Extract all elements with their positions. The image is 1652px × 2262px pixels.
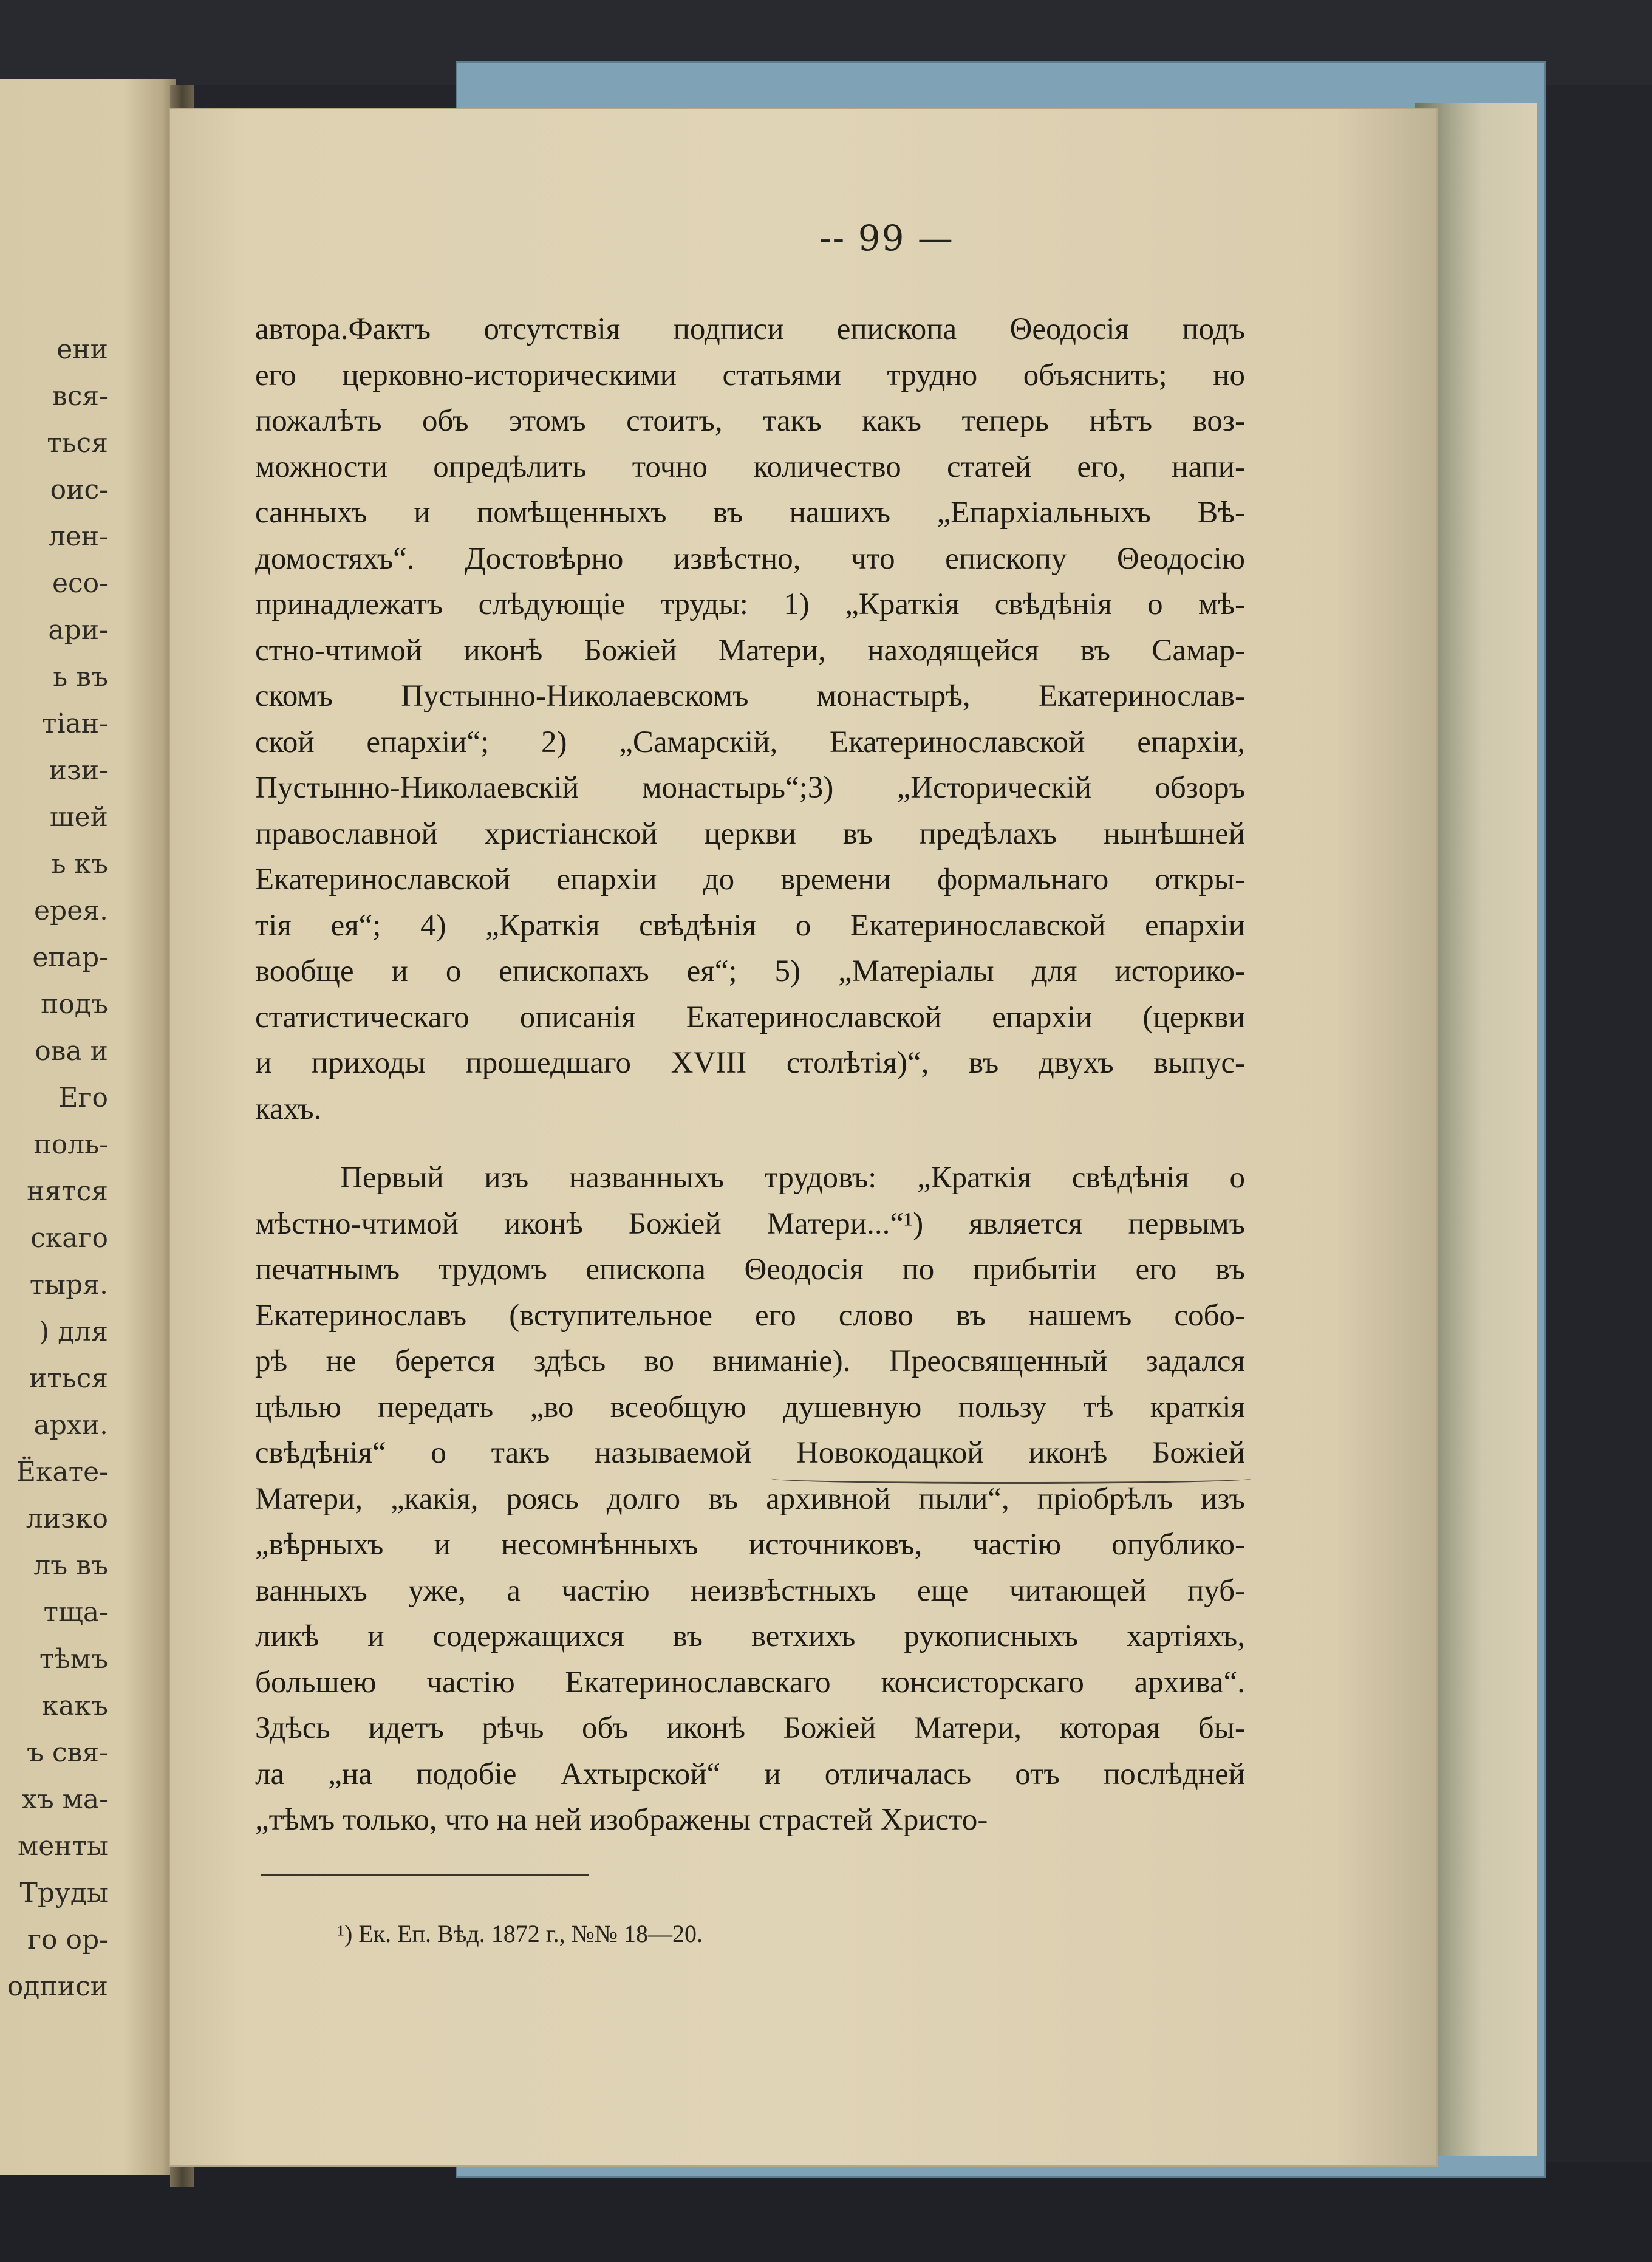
text-line: „вѣрныхъ и несомнѣнныхъ источниковъ, частію опублико- xyxy=(255,1528,1245,1562)
left-page-line: тѣмъ xyxy=(39,1644,108,1675)
page-number: -- 99 — xyxy=(819,217,954,259)
left-page-line: вся- xyxy=(52,381,108,412)
text-line: ла „на подобіе Ахтырской“ и отличалась отъ послѣдней xyxy=(255,1757,1245,1791)
left-page-line: лъ въ xyxy=(33,1550,108,1581)
left-page-line: ь въ xyxy=(53,661,108,692)
text-line: статистическаго описанія Екатеринославской епархіи (церкви xyxy=(255,1000,1245,1034)
left-page-line: шей xyxy=(49,802,108,833)
left-page-line: хъ ма- xyxy=(21,1784,108,1815)
left-page-line: ) для xyxy=(39,1316,108,1347)
text-line: большею частію Екатеринославскаго консисторскаго архива“. xyxy=(255,1665,1245,1700)
text-line: стно-чтимой иконѣ Божіей Матери, находящейся въ Самар- xyxy=(255,633,1245,668)
left-page-line: ерея. xyxy=(34,895,108,926)
text-line: пожалѣть объ этомъ стоитъ, такъ какъ теперь нѣтъ воз- xyxy=(255,404,1245,438)
text-line: свѣдѣнія“ о такъ называемой Новокодацкой иконѣ Божіей xyxy=(255,1436,1245,1470)
text-line: Первый изъ названныхъ трудовъ: „Краткія свѣдѣнія о xyxy=(340,1161,1245,1195)
left-page-line: подъ xyxy=(41,989,108,1020)
left-page-line: оис- xyxy=(50,474,108,505)
text-line: Пустынно-Николаевскій монастырь“;3) „Историческій обзоръ xyxy=(255,771,1245,805)
text-line: и приходы прошедшаго XVIII столѣтія)“, въ двухъ выпус- xyxy=(255,1046,1245,1080)
left-page-line: менты xyxy=(18,1831,108,1862)
left-page-line: одписи xyxy=(7,1971,108,2002)
text-line: печатнымъ трудомъ епископа Θеодосія по прибытіи его въ xyxy=(255,1252,1245,1286)
left-page-line: изи- xyxy=(49,755,108,786)
text-line: рѣ не берется здѣсь во вниманіе). Преосвященный задался xyxy=(255,1344,1245,1378)
left-page-line: поль- xyxy=(33,1129,108,1160)
left-page-text xyxy=(0,79,176,2175)
left-page-line: го ор- xyxy=(27,1924,108,1955)
left-page-line: иться xyxy=(29,1363,108,1394)
paragraph-2 xyxy=(255,1155,1245,1843)
left-page-line: ться xyxy=(47,428,108,459)
left-page-line: тіан- xyxy=(42,708,108,739)
left-page-line: Ёкате- xyxy=(16,1457,108,1488)
text-line: тія ея“; 4) „Краткія свѣдѣнія о Екатеринославской епархіи xyxy=(255,908,1245,943)
text-line: Матери, „какія, роясь долго въ архивной пыли“, пріобрѣлъ изъ xyxy=(255,1481,1245,1516)
text-line: ванныхъ уже, а частію неизвѣстныхъ еще читающей пуб- xyxy=(255,1573,1245,1608)
left-page-line: тща- xyxy=(43,1597,108,1628)
text-line: домостяхъ“. Достовѣрно извѣстно, что епископу Θеодосію xyxy=(255,541,1245,576)
left-page-line: ова и xyxy=(35,1036,108,1067)
left-page xyxy=(0,79,176,2175)
left-page-line: лен- xyxy=(48,521,108,552)
pencil-underline xyxy=(771,1474,1251,1484)
text-line: санныхъ и помѣщенныхъ въ нашихъ „Епархіальныхъ Вѣ- xyxy=(255,496,1245,530)
text-line: Екатеринославской епархіи до времени формальнаго откры- xyxy=(255,863,1245,897)
left-page-line: тыря. xyxy=(29,1269,108,1300)
text-line: ской епархіи“; 2) „Самарскій, Екатеринославской епархіи, xyxy=(255,725,1245,759)
left-page-line: Его xyxy=(58,1082,108,1113)
text-line: цѣлью передать „во всеобщую душевную пользу тѣ краткія xyxy=(255,1390,1245,1424)
left-page-line: архи. xyxy=(33,1410,108,1441)
left-page-line: ъ свя- xyxy=(26,1737,108,1768)
text-line: ликѣ и содержащихся въ ветхихъ рукописныхъ хартіяхъ, xyxy=(255,1619,1245,1653)
text-line: мѣстно-чтимой иконѣ Божіей Матери...“¹) является первымъ xyxy=(255,1206,1245,1241)
left-page-line: есо- xyxy=(52,568,108,599)
text-line: скомъ Пустынно-Николаевскомъ монастырѣ, Екатеринослав- xyxy=(255,679,1245,713)
left-page-line: лизко xyxy=(26,1503,108,1534)
footnote: ¹) Ек. Еп. Вѣд. 1872 г., №№ 18—20. xyxy=(337,1920,703,1947)
footnote-rule xyxy=(261,1874,589,1876)
text-line: кахъ. xyxy=(255,1092,322,1126)
left-page-line: Труды xyxy=(19,1878,108,1908)
left-page-line: нятся xyxy=(27,1176,108,1207)
text-line: его церковно-историческими статьями трудно объяснить; но xyxy=(255,358,1245,392)
text-line: Здѣсь идетъ рѣчь объ иконѣ Божіей Матери, которая бы- xyxy=(255,1711,1245,1745)
left-page-line: епар- xyxy=(32,942,108,973)
left-page-line: ари- xyxy=(48,615,108,646)
text-line: „тѣмъ только, что на ней изображены страстей Христо- xyxy=(255,1803,988,1837)
left-page-line: какъ xyxy=(41,1690,108,1721)
paragraph-1 xyxy=(255,307,1245,1132)
text-line: принадлежатъ слѣдующіе труды: 1) „Краткія свѣдѣнія о мѣ- xyxy=(255,587,1245,621)
text-line: автора.Фактъ отсутствія подписи епископа Θеодосія подъ xyxy=(255,312,1245,346)
text-line: православной христіанской церкви въ предѣлахъ нынѣшней xyxy=(255,816,1245,851)
text-line: Екатеринославъ (вступительное его слово въ нашемъ собо- xyxy=(255,1298,1245,1333)
page-body xyxy=(255,307,1245,1843)
left-page-line: скаго xyxy=(30,1223,108,1254)
text-line: можности опредѣлить точно количество статей его, напи- xyxy=(255,449,1245,484)
text-line: вообще и о епископахъ ея“; 5) „Матеріалы для историко- xyxy=(255,954,1245,988)
left-page-line: ени xyxy=(56,334,108,365)
left-page-line: ь къ xyxy=(51,849,108,880)
